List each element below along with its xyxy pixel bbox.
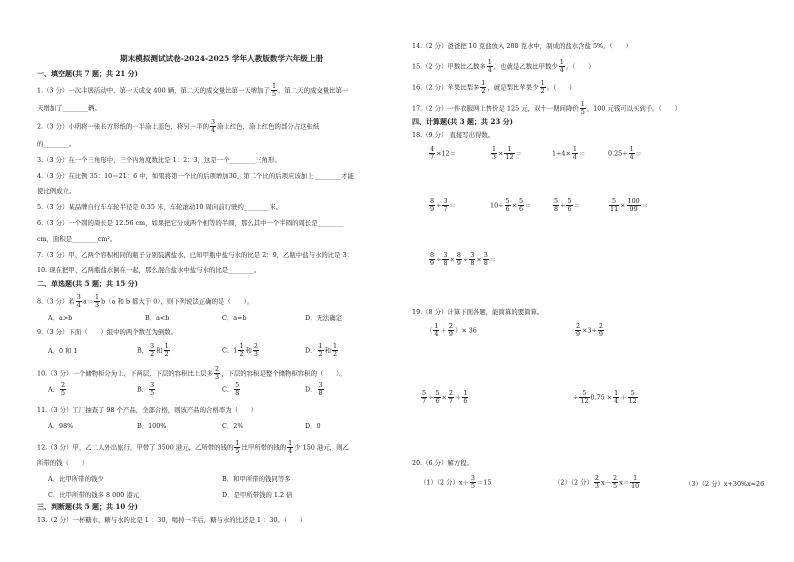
question-11-option-c[interactable]: C．2% — [222, 422, 244, 430]
question-9-option-a[interactable]: A．0 和 1 — [48, 347, 78, 355]
question-7-cont: 10. 现在把甲、乙两瓶盐水倒在一起，那么混合盐水中盐与水的比是________。 — [37, 266, 261, 274]
question-17: 17.（2 分）一件衣服网上售价是 125 元，双十一期间降价 $\frac{1}{5}$ ，100 元钱可以买到手。（ ） — [412, 100, 681, 116]
question-9-option-d[interactable]: D． $\frac{1}{2}$ 和 $\frac{1}{2}$ — [305, 342, 338, 358]
question-11: 11.（3 分）工厂抽查了 98 个产品，全部合格，则该产品的合格率为（ ） — [37, 406, 258, 414]
section-true-false: 三、判断题(共 5 题；共 10 分) — [37, 502, 138, 511]
question-4: 4.（3 分）在比例 35：10＝21：6 中，如果将第一个比的后项增加30，第二个比的后项应该加上 ________才能 — [37, 172, 354, 180]
question-4-cont: 使比例成立。 — [37, 187, 76, 195]
question-14: 14.（2 分）爸爸把 10 克盐放入 200 克水中，制成的盐水含盐 5%。（ ） — [412, 42, 632, 50]
equation-20-3: （3）（2 分）x+30%x=26 — [685, 480, 765, 488]
question-10-option-a[interactable]: A． $\frac{2}{5}$ — [48, 381, 66, 397]
calc-18-1: $\frac{4}{7}$ ×12＝ — [430, 145, 456, 161]
question-12-cont: 所带的钱（ ） — [37, 459, 89, 467]
question-7: 7.（3 分）甲、乙两个容积相同的瓶子分别装满盐水，已知甲瓶中盐与水的比是 2：9，乙瓶中盐与水的比是 3： — [37, 251, 354, 259]
calc-18-5: $\frac{8}{9}$ ÷ $\frac{3}{7}$ ＝ — [430, 197, 456, 213]
calc-18-3: 1÷4× $\frac{1}{4}$ ＝ — [552, 145, 586, 161]
section-single-choice: 二、单选题(共 5 题；共 15 分) — [37, 279, 138, 288]
question-8-option-b[interactable]: B．a<b — [145, 314, 170, 322]
question-6: 6.（3 分）一个圆的周长是 12.56 cm，如果把它分成两个相等的半圆，那么其中一个半圆的周长是________ — [37, 219, 344, 227]
question-13: 13.（2 分）一杯糖水，糖与水的比是 1 ：30，喝掉一半后，糖与水的比还是 1 ：30。（ ） — [37, 516, 307, 524]
question-2: 2.（3 分）小明将一张长方形纸的一半涂上蓝色，将另一半的 $\frac{3}{4}$ 涂上红色，涂上红色的部分占这张纸 — [37, 118, 320, 134]
calc-18-8: $\frac{5}{11}$ × $\frac{100}{99}$ ＝ — [610, 197, 649, 213]
question-2-cont: 的________。 — [37, 140, 76, 148]
calc-18-9: $\frac{8}{9}$ ÷ $\frac{3}{8}$ × $\frac{8}{9}$ ÷ $\frac{3}{8}$ × $\frac{3}{8}$ ＝ — [430, 251, 497, 267]
question-12-option-c[interactable]: C．比甲所带的钱多 8 000 港元 — [48, 491, 140, 499]
equation-20-1: （1）（2 分）x＋ $\frac{3}{5}$ ＝15 — [420, 474, 492, 490]
question-1: 1.（3 分）一次丰展活动中，第一天成交 400 辆，第二天的成交量比第一天增加了 $\frac{1}{5}$ ，第二天的成交量比第一 — [37, 82, 349, 98]
question-6-cont: cm，面积是________cm²。 — [37, 235, 117, 243]
calc-18-7: $\frac{5}{8}$ ÷ $\frac{5}{6}$ ＝ — [554, 197, 580, 213]
calc-19-3: $\frac{5}{7}$ ÷ $\frac{5}{6}$ × $\frac{2}{7}$ ＋ $\frac{1}{6}$ — [422, 389, 468, 405]
question-11-option-d[interactable]: D．0 — [305, 422, 321, 430]
question-9-option-b[interactable]: B． $\frac{3}{2}$ 和 $\frac{1}{2}$ — [137, 342, 169, 358]
question-12-option-d[interactable]: D．是甲所带钱的 1.2 倍 — [222, 491, 293, 499]
fraction: $\frac{3}{4}$ — [210, 118, 216, 134]
question-8: 8.（3 分）若 $\frac{3}{4}$ a＝ $\frac{1}{3}$ b（a 和 b 都大于 0），则下列说法正确的是（ ）。 — [37, 293, 254, 309]
calc-19-2: $\frac{2}{9}$ ×3÷ $\frac{2}{9}$ — [576, 322, 603, 338]
question-12-option-b[interactable]: B．和甲所带的钱同等多 — [222, 475, 291, 483]
question-1-cont: 天增加了________辆。 — [37, 104, 101, 112]
question-12: 12.（3 分）甲、乙二人外出旅行，甲带了 3500 港元，乙所带的钱的 $\frac{1}{5}$ 比甲所带的钱的 $\frac{1}{4}$ 少 150 港元，则乙 — [37, 439, 349, 455]
calc-18-6: 10÷ $\frac{5}{6}$ × $\frac{5}{6}$ ＝ — [490, 197, 532, 213]
question-3: 3.（3 分）在一个三角形中，三个内角度数比是 1：2：3，这是一个________三角形。 — [37, 156, 281, 164]
question-9: 9.（3 分）下面（ ）组中的两个数互为倒数。 — [37, 328, 178, 336]
question-10-option-d[interactable]: D． $\frac{3}{8}$ — [305, 381, 323, 397]
question-12-option-a[interactable]: A．比甲所带的钱少 — [48, 475, 104, 483]
fraction: $\frac{1}{5}$ — [271, 82, 277, 98]
calc-18-4: 0.25÷ $\frac{1}{4}$ ＝ — [608, 145, 643, 161]
question-8-option-a[interactable]: A．a>b — [48, 314, 73, 322]
question-11-option-a[interactable]: A．98% — [48, 422, 74, 430]
question-18: 18.（9 分） 直接写出得数。 — [412, 131, 495, 139]
question-10: 10.（3 分）一个储物柜分为上、下两层，下层的容积比上层多 $\frac{2}{3}$ ，下层的容积是整个储物柜容积的（ ）。 — [37, 365, 346, 381]
question-9-option-c[interactable]: C．1 $\frac{1}{2}$ 和 $\frac{2}{3}$ — [222, 342, 258, 358]
equation-20-2: （2）（2 分） $\frac{2}{3}$ x－ $\frac{2}{5}$ x＝ $\frac{1}{10}$ — [554, 474, 640, 490]
question-15: 15.（2 分）甲数比乙数多 $\frac{1}{4}$ ，也就是乙数比甲数少 $\frac{1}{4}$ 。（ ） — [412, 58, 595, 74]
calc-18-2: $\frac{1}{3}$ × $\frac{1}{12}$ ＝ — [492, 145, 522, 161]
question-8-option-d[interactable]: D．无法确定 — [305, 314, 343, 322]
exam-title: 期末模拟测试试卷-2024-2025 学年人教版数学六年级上册 — [120, 54, 324, 63]
calc-19-1: （ $\frac{1}{4}$ ＋ $\frac{2}{9}$ ）× 36 — [426, 322, 477, 338]
question-20: 20.（6 分）解方程。 — [412, 459, 473, 467]
question-5: 5.（3 分）某品牌自行车车轮半径是 0.35 米，车轮滚动10 周向前行驶约________米。 — [37, 203, 283, 211]
section-calculation: 四、计算题(共 3 题；共 23 分) — [412, 117, 513, 126]
question-10-option-b[interactable]: B． $\frac{3}{5}$ — [137, 381, 155, 397]
question-8-option-c[interactable]: C．a=b — [222, 314, 247, 322]
section-fill-blank: 一、填空题(共 7 题；共 21 分) — [37, 69, 138, 78]
question-16: 16.（2 分）苹果比梨多 $\frac{1}{2}$ ，就是梨比苹果少 $\frac{1}{2}$ 。（ ） — [412, 79, 576, 95]
question-11-option-b[interactable]: B．100% — [137, 422, 167, 430]
calc-19-4: ÷ $\frac{5}{12}$ 0.75 × $\frac{1}{4}$ ＋ $\frac{5}{12}$ — [573, 389, 637, 405]
question-10-option-c[interactable]: C． $\frac{5}{8}$ — [222, 381, 240, 397]
question-19: 19.（8 分）计算下面各题，能简算的要简算。 — [412, 308, 544, 316]
